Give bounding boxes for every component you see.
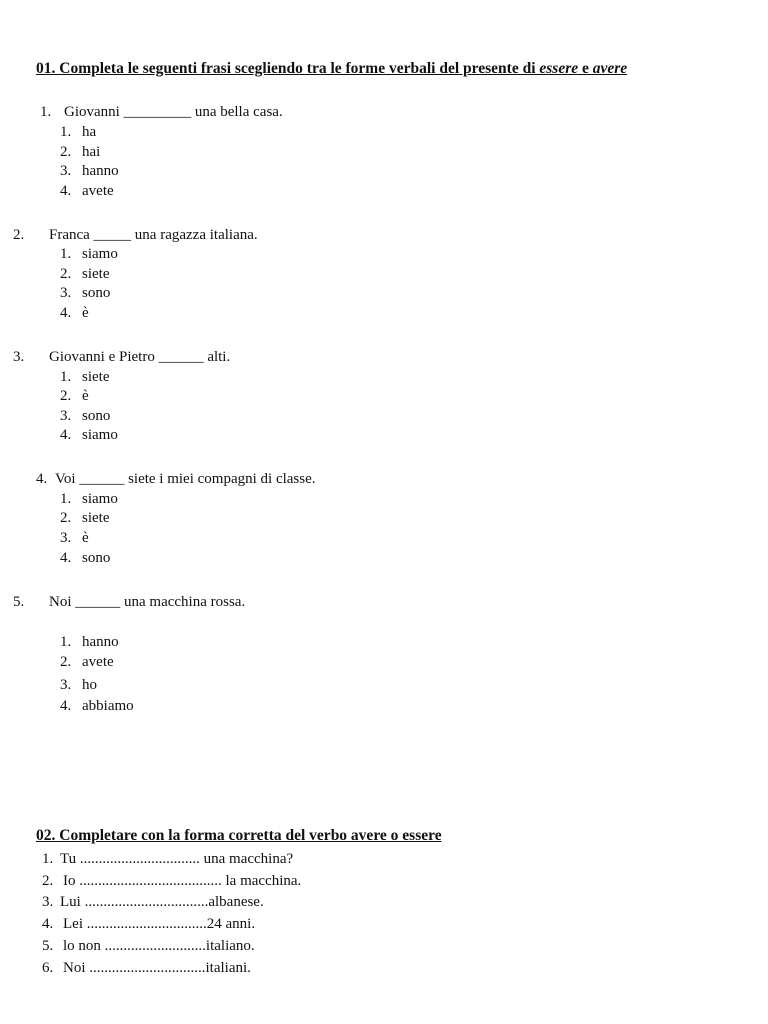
- question-2-text: Franca _____ una ragazza italiana.: [49, 227, 258, 243]
- option-text: siamo: [82, 246, 118, 262]
- item-text: Io ...................................... la macchina.: [63, 873, 302, 889]
- option-number: 2.: [60, 654, 72, 670]
- option-text: sono: [82, 285, 111, 301]
- item-number: 3.: [42, 894, 54, 910]
- option-number: 3.: [60, 285, 72, 301]
- exercise-1-heading-word-essere: essere: [539, 60, 579, 77]
- question-1: [40, 103, 283, 121]
- question-5-text: Noi ______ una macchina rossa.: [49, 594, 246, 610]
- option-text: avete: [82, 183, 114, 199]
- question-5-option-4: [60, 697, 134, 715]
- question-4-option-4: [60, 549, 110, 567]
- option-number: 3.: [60, 677, 72, 693]
- question-2-option-1: [60, 245, 118, 263]
- question-5: [13, 593, 245, 611]
- question-3-option-3: [60, 407, 110, 425]
- exercise-1-heading: [36, 60, 627, 78]
- option-number: 1.: [60, 491, 72, 507]
- option-text: ha: [82, 124, 97, 140]
- question-5-number: 5.: [13, 594, 25, 610]
- question-4-option-2: [60, 509, 110, 527]
- question-4-number: 4.: [36, 471, 48, 487]
- option-text: siamo: [82, 491, 118, 507]
- option-number: 2.: [60, 266, 72, 282]
- question-4-option-1: [60, 490, 118, 508]
- question-1-option-1: [60, 123, 96, 141]
- item-number: 2.: [42, 873, 54, 889]
- item-text: Lei ................................24 anni.: [63, 916, 256, 932]
- question-5-option-1: [60, 633, 119, 651]
- option-number: 3.: [60, 163, 72, 179]
- option-text: abbiamo: [82, 698, 134, 714]
- option-number: 2.: [60, 388, 72, 404]
- option-number: 4.: [60, 305, 72, 321]
- option-text: è: [82, 388, 89, 404]
- exercise-2-item-4: [42, 915, 255, 933]
- item-text: lo non ...........................italiano.: [63, 938, 255, 954]
- option-text: avete: [82, 654, 114, 670]
- question-3-option-1: [60, 368, 110, 386]
- item-text: Tu ................................ una macchina?: [60, 851, 294, 867]
- option-number: 1.: [60, 246, 72, 262]
- item-text: Noi ...............................italiani.: [63, 960, 251, 976]
- question-1-option-2: [60, 143, 100, 161]
- question-2: [13, 226, 258, 244]
- option-text: hanno: [82, 634, 119, 650]
- item-number: 6.: [42, 960, 54, 976]
- option-number: 1.: [60, 124, 72, 140]
- option-number: 3.: [60, 530, 72, 546]
- question-4-text: Voi ______ siete i miei compagni di classe.: [55, 471, 316, 487]
- item-number: 4.: [42, 916, 54, 932]
- option-number: 4.: [60, 698, 72, 714]
- question-1-option-4: [60, 182, 114, 200]
- exercise-2-item-6: [42, 959, 251, 977]
- question-2-number: 2.: [13, 227, 25, 243]
- option-text: hanno: [82, 163, 119, 179]
- exercise-2-heading: 02. Completare con la forma corretta del verbo avere o essere: [36, 827, 442, 844]
- exercise-2-item-2: [42, 872, 301, 890]
- option-text: siete: [82, 369, 110, 385]
- question-5-option-2: [60, 653, 114, 671]
- option-number: 3.: [60, 408, 72, 424]
- option-number: 4.: [60, 550, 72, 566]
- question-3-text: Giovanni e Pietro ______ alti.: [49, 349, 231, 365]
- question-3-option-2: [60, 387, 89, 405]
- option-text: sono: [82, 408, 111, 424]
- exercise-2-item-5: [42, 937, 255, 955]
- question-1-text: Giovanni _________ una bella casa.: [64, 104, 283, 120]
- option-text: siamo: [82, 427, 118, 443]
- exercise-1-heading-mid: e: [578, 60, 593, 77]
- option-text: ho: [82, 677, 97, 693]
- item-number: 1.: [42, 851, 54, 867]
- option-number: 2.: [60, 144, 72, 160]
- question-4-option-3: [60, 529, 89, 547]
- option-number: 4.: [60, 183, 72, 199]
- question-2-option-2: [60, 265, 110, 283]
- exercise-2-item-3: [42, 893, 264, 911]
- question-3: [13, 348, 230, 366]
- question-4: [36, 470, 316, 488]
- question-3-option-4: [60, 426, 118, 444]
- exercise-2-item-1: [42, 850, 293, 868]
- option-text: hai: [82, 144, 101, 160]
- question-5-option-3: [60, 676, 97, 694]
- option-number: 2.: [60, 510, 72, 526]
- option-text: siete: [82, 266, 110, 282]
- option-number: 4.: [60, 427, 72, 443]
- option-text: è: [82, 305, 89, 321]
- question-1-option-3: [60, 162, 119, 180]
- option-number: 1.: [60, 634, 72, 650]
- option-text: siete: [82, 510, 110, 526]
- option-number: 1.: [60, 369, 72, 385]
- question-3-number: 3.: [13, 349, 25, 365]
- option-text: è: [82, 530, 89, 546]
- item-number: 5.: [42, 938, 54, 954]
- exercise-1-heading-word-avere: avere: [592, 60, 628, 77]
- question-2-option-4: [60, 304, 89, 322]
- item-text: Lui .................................albanese.: [60, 894, 264, 910]
- option-text: sono: [82, 550, 111, 566]
- question-2-option-3: [60, 284, 110, 302]
- exercise-1-heading-prefix: 01. Completa le seguenti frasi scegliendo tra le forme verbali del presente di: [36, 60, 540, 77]
- question-1-number: 1.: [40, 104, 52, 120]
